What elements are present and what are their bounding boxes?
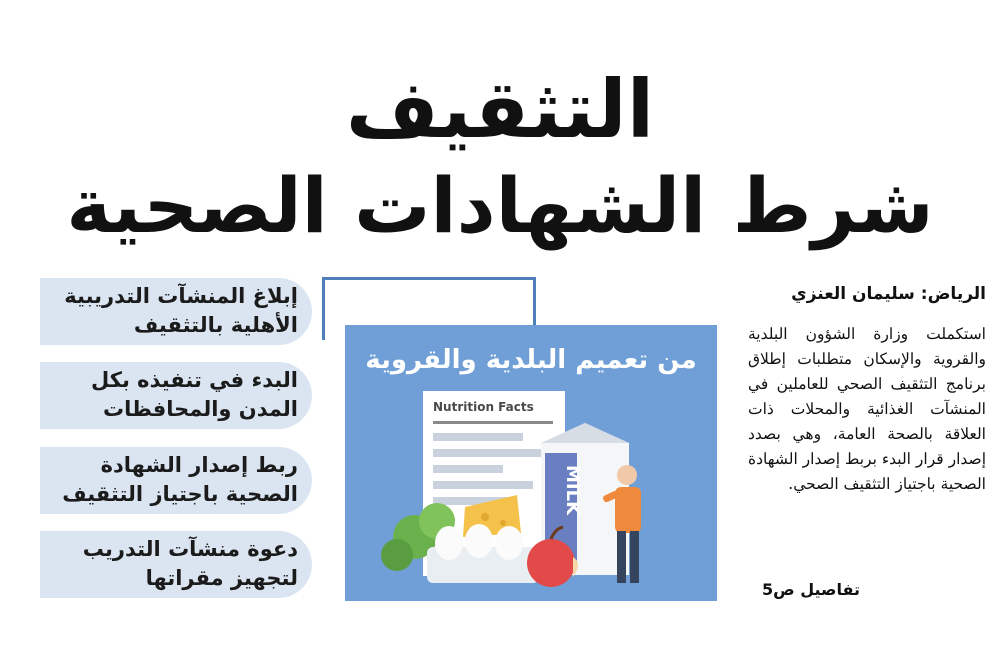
bullet-line: إبلاغ المنشآت التدريبية bbox=[64, 284, 298, 308]
egg bbox=[465, 524, 493, 558]
bullet-line: الصحية باجتياز التثقيف bbox=[62, 482, 298, 506]
article-body: استكملت وزارة الشؤون البلدية والقروية والإسكان متطلبات إطلاق برنامج التثقيف الصحي للعاملين في المنشآت الغذائية والمحلات ذات العلاقة بالصحة العامة، وهي بصدد إصدار قرار البدء بربط إصدار الشهادة الصحية باجتياز التثقيف الصحي. bbox=[748, 325, 986, 493]
bullet-line: ربط إصدار الشهادة bbox=[100, 453, 298, 477]
person-figure bbox=[617, 465, 637, 485]
milk-carton-label: MILK bbox=[562, 465, 583, 516]
bullet-line: المدن والمحافظات bbox=[103, 397, 298, 421]
article-byline: الرياض: سليمان العنزي bbox=[791, 284, 986, 304]
bullet-box bbox=[40, 531, 312, 598]
bullet-box bbox=[40, 362, 312, 429]
egg bbox=[435, 526, 463, 560]
bullet-box bbox=[40, 447, 312, 514]
bullet-line: البدء في تنفيذه بكل bbox=[91, 368, 298, 392]
bullet-line: دعوة منشآت التدريب bbox=[82, 537, 298, 561]
bullet-box bbox=[40, 278, 312, 345]
headline-main: التثقيف bbox=[345, 63, 655, 156]
bullet-line: لتجهيز مقراتها bbox=[145, 566, 298, 590]
article-details-reference: تفاصيل ص5 bbox=[761, 580, 860, 599]
headline-sub: شرط الشهادات الصحية bbox=[66, 161, 934, 250]
egg bbox=[495, 526, 523, 560]
apple bbox=[527, 539, 575, 587]
illustration-panel bbox=[345, 325, 717, 601]
illustration-title: من تعميم البلدية والقروية bbox=[365, 345, 697, 375]
bullet-line: الأهلية بالتثقيف bbox=[133, 313, 298, 337]
nutrition-label-heading: Nutrition Facts bbox=[433, 400, 534, 414]
